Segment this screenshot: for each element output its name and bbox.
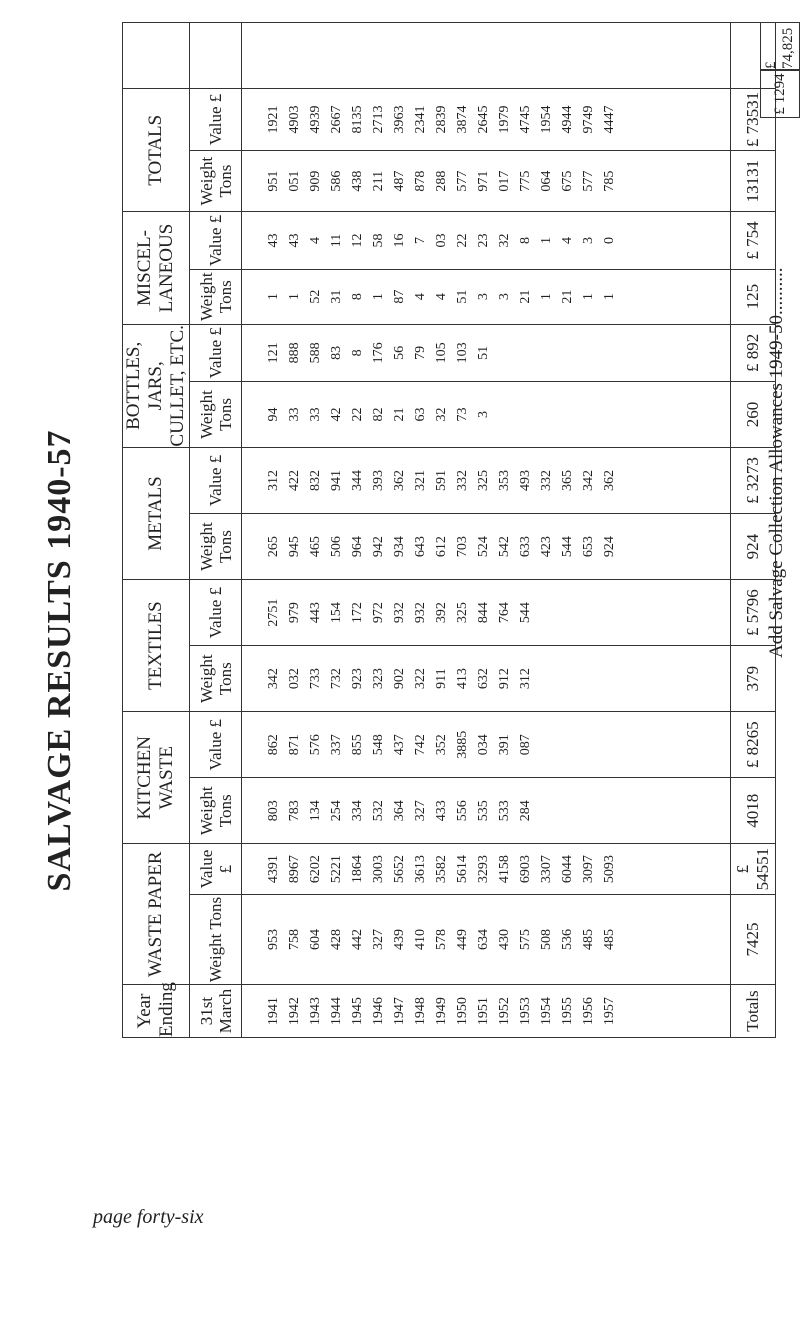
table-cell: 51: [476, 345, 491, 360]
table-cell: 23: [476, 233, 491, 248]
table-cell: 3582: [434, 855, 449, 884]
spacer-cell: [123, 23, 190, 89]
table-cell: 21: [560, 289, 575, 304]
table-cell: 8967: [287, 855, 302, 884]
table-cell: 52: [308, 289, 323, 304]
table-cell: 391: [497, 734, 512, 756]
table-cell: 575: [518, 929, 533, 951]
total-metals-value: £ 3273: [731, 447, 776, 513]
table-cell: 3003: [371, 855, 386, 884]
table-cell: 871: [287, 734, 302, 756]
table-cell: 911: [434, 668, 449, 689]
table-cell: 544: [518, 602, 533, 624]
table-cell: 94: [266, 407, 281, 422]
table-cell: 172: [350, 602, 365, 624]
table-cell: 586: [329, 170, 344, 192]
table-cell: 643: [413, 536, 428, 558]
total-textiles-weight: 379: [731, 646, 776, 712]
column-years: [249, 985, 723, 1037]
table-cell: 1941: [266, 997, 281, 1026]
table-cell: 325: [455, 602, 470, 624]
table-cell: 1949: [434, 997, 449, 1026]
table-cell: 344: [350, 470, 365, 492]
table-cell: 21: [392, 407, 407, 422]
table-cell: 932: [392, 602, 407, 624]
table-cell: 83: [329, 345, 344, 360]
table-cell: 321: [413, 470, 428, 492]
table-cell: 8: [350, 349, 365, 357]
column-paper-weight: [249, 895, 723, 984]
table-cell: 2713: [371, 105, 386, 134]
grand-total: £ 74,825: [760, 22, 800, 70]
table-cell: 176: [371, 342, 386, 364]
table-cell: 506: [329, 536, 344, 558]
table-cell: 364: [392, 800, 407, 822]
table-cell: 953: [266, 929, 281, 951]
group-header-bottles: BOTTLES, JARS, CULLET, ETC.: [123, 325, 188, 447]
table-cell: 832: [308, 470, 323, 492]
table-cell: 1864: [350, 855, 365, 884]
table-cell: 21: [518, 289, 533, 304]
table-cell: 8135: [350, 105, 365, 134]
page-title: SALVAGE RESULTS 1940-57: [41, 429, 78, 892]
totals-label: Totals: [731, 985, 776, 1038]
table-cell: 392: [434, 602, 449, 624]
table-cell: 577: [455, 170, 470, 192]
group-header-metals: METALS: [123, 447, 190, 579]
column-totals-value: [249, 89, 723, 150]
table-cell: 327: [371, 929, 386, 951]
subheader-weight: Weight Tons: [190, 514, 242, 580]
group-header-kitchen-waste: KITCHEN WASTE: [123, 712, 190, 844]
table-cell: 362: [602, 470, 617, 492]
table-cell: 964: [350, 536, 365, 558]
table-cell: 032: [287, 668, 302, 690]
table-cell: 1921: [266, 105, 281, 134]
table-cell: 16: [392, 233, 407, 248]
table-cell: 3: [476, 293, 491, 301]
table-cell: 3307: [539, 855, 554, 884]
total-misc-value: £ 754: [731, 212, 776, 269]
table-cell: 1952: [497, 997, 512, 1026]
table-cell: 3: [581, 237, 596, 245]
table-cell: 433: [434, 800, 449, 822]
table-cell: 325: [476, 470, 491, 492]
table-cell: 1: [371, 293, 386, 301]
total-totals-weight: 13131: [731, 150, 776, 212]
table-cell: 578: [434, 929, 449, 951]
column-misc-weight: [249, 270, 723, 324]
table-cell: 548: [371, 734, 386, 756]
table-cell: 972: [371, 602, 386, 624]
table-cell: 5093: [602, 855, 617, 884]
table-cell: 211: [371, 170, 386, 192]
table-cell: 3885: [455, 730, 470, 759]
table-cell: 034: [476, 734, 491, 756]
table-cell: 423: [539, 536, 554, 558]
table-cell: 428: [329, 929, 344, 951]
table-cell: 051: [287, 170, 302, 192]
table-cell: 3: [497, 293, 512, 301]
subheader-weight: Weight Tons: [190, 646, 242, 712]
total-bottles-weight: 260: [731, 381, 776, 447]
table-cell: 334: [350, 800, 365, 822]
table-cell: 742: [413, 734, 428, 756]
table-cell: 5652: [392, 855, 407, 884]
table-cell: 064: [539, 170, 554, 192]
column-textiles-weight: [249, 646, 723, 711]
table-cell: 1953: [518, 997, 533, 1026]
group-header-miscellaneous: MISCEL-LANEOUS: [123, 212, 190, 324]
table-cell: 4745: [518, 105, 533, 134]
column-totals-weight: [249, 151, 723, 212]
table-cell: 284: [518, 800, 533, 822]
table-cell: 4: [560, 237, 575, 245]
table-cell: 2667: [329, 105, 344, 134]
subheader-weight: Weight Tons: [190, 778, 242, 844]
table-cell: 485: [581, 929, 596, 951]
table-cell: 0: [602, 237, 617, 245]
table-cell: 542: [497, 536, 512, 558]
table-cell: 438: [350, 170, 365, 192]
table-cell: 32: [497, 233, 512, 248]
table-cell: 1: [539, 237, 554, 245]
table-cell: 5614: [455, 855, 470, 884]
table-cell: 764: [497, 602, 512, 624]
group-header-totals: TOTALS: [123, 89, 190, 212]
group-header-year: Year Ending: [123, 985, 190, 1038]
table-cell: 487: [392, 170, 407, 192]
table-cell: 442: [350, 929, 365, 951]
table-cell: 1956: [581, 997, 596, 1026]
table-cell: 312: [266, 470, 281, 492]
table-cell: 971: [476, 170, 491, 192]
table-cell: 803: [266, 800, 281, 822]
table-cell: 4944: [560, 105, 575, 134]
table-cell: 6202: [308, 855, 323, 884]
total-totals-value: £ 73531: [731, 89, 776, 151]
table-cell: 934: [392, 536, 407, 558]
table-cell: 979: [287, 602, 302, 624]
total-textiles-value: £ 5796: [731, 580, 776, 646]
table-cell: 1948: [413, 997, 428, 1026]
table-cell: 58: [371, 233, 386, 248]
subheader-value: Value £: [190, 580, 242, 646]
table-cell: 902: [392, 668, 407, 690]
table-cell: 1942: [287, 997, 302, 1026]
table-cell: 544: [560, 536, 575, 558]
table-cell: 12: [350, 233, 365, 248]
table-cell: 878: [413, 170, 428, 192]
table-cell: 332: [455, 470, 470, 492]
table-cell: 1979: [497, 105, 512, 134]
table-cell: 465: [308, 536, 323, 558]
subheader-31st-march: 31st March: [190, 985, 242, 1038]
table-cell: 365: [560, 470, 575, 492]
table-cell: 4903: [287, 105, 302, 134]
table-cell: 087: [518, 734, 533, 756]
table-cell: 327: [413, 800, 428, 822]
table-cell: 1: [539, 293, 554, 301]
table-cell: 2751: [266, 598, 281, 627]
table-cell: 1945: [350, 997, 365, 1026]
table-cell: 3613: [413, 855, 428, 884]
table-cell: 5221: [329, 855, 344, 884]
table-cell: 265: [266, 536, 281, 558]
table-cell: 612: [434, 536, 449, 558]
table-cell: 1: [287, 293, 302, 301]
table-cell: 4447: [602, 105, 617, 134]
table-cell: 323: [371, 668, 386, 690]
table-cell: 393: [371, 470, 386, 492]
table-cell: 439: [392, 929, 407, 951]
table-cell: 3963: [392, 105, 407, 134]
table-cell: 923: [350, 668, 365, 690]
table-cell: 577: [581, 170, 596, 192]
table-cell: 1947: [392, 997, 407, 1026]
table-cell: 8: [518, 237, 533, 245]
table-cell: 121: [266, 342, 281, 364]
table-cell: 1: [266, 293, 281, 301]
table-cell: 43: [287, 233, 302, 248]
table-cell: 493: [518, 470, 533, 492]
table-cell: 312: [518, 668, 533, 690]
subheader-weight: Weight Tons: [190, 894, 242, 984]
table-cell: 924: [602, 536, 617, 558]
table-cell: 79: [413, 345, 428, 360]
column-textiles-value: [249, 580, 723, 645]
table-cell: 3293: [476, 855, 491, 884]
total-paper-value: £ 54551: [731, 844, 776, 895]
table-cell: 4939: [308, 105, 323, 134]
table-cell: 11: [329, 233, 344, 248]
allowances-label: Add Salvage Collection Allowances 1949-50..........: [766, 267, 787, 658]
table-cell: 844: [476, 602, 491, 624]
table-cell: 2341: [413, 105, 428, 134]
table-cell: 1946: [371, 997, 386, 1026]
subheader-weight: Weight Tons: [190, 150, 242, 212]
table-cell: 951: [266, 170, 281, 192]
table-cell: 785: [602, 170, 617, 192]
table-cell: 703: [455, 536, 470, 558]
table-cell: 82: [371, 407, 386, 422]
total-paper-weight: 7425: [731, 894, 776, 984]
column-kitchen-weight: [249, 778, 723, 843]
table-cell: 9749: [581, 105, 596, 134]
subheader-value: Value £: [190, 89, 242, 151]
table-cell: 855: [350, 734, 365, 756]
table-cell: 353: [497, 470, 512, 492]
table-cell: 154: [329, 602, 344, 624]
table-cell: 945: [287, 536, 302, 558]
subheader-value: Value £: [190, 447, 242, 513]
column-paper-value: [249, 844, 723, 894]
table-cell: 4391: [266, 855, 281, 884]
table-cell: 288: [434, 170, 449, 192]
table-cell: 352: [434, 734, 449, 756]
table-cell: 1950: [455, 997, 470, 1026]
salvage-table: [122, 22, 776, 1038]
table-cell: 1: [581, 293, 596, 301]
group-header-waste-paper: WASTE PAPER: [123, 844, 190, 985]
table-cell: 22: [455, 233, 470, 248]
table-cell: 912: [497, 668, 512, 690]
table-cell: 942: [371, 536, 386, 558]
table-cell: 508: [539, 929, 554, 951]
table-cell: 485: [602, 929, 617, 951]
table-cell: 634: [476, 929, 491, 951]
table-cell: 932: [413, 602, 428, 624]
table-cell: 43: [266, 233, 281, 248]
table-cell: 4: [308, 237, 323, 245]
subheader-value: Value £: [190, 324, 242, 381]
table-cell: 63: [413, 407, 428, 422]
total-misc-weight: 125: [731, 269, 776, 324]
table-cell: 7: [413, 237, 428, 245]
subheader-weight: Weight Tons: [190, 269, 242, 324]
table-cell: 337: [329, 734, 344, 756]
table-cell: 576: [308, 734, 323, 756]
table-cell: 51: [455, 289, 470, 304]
table-cell: 533: [497, 800, 512, 822]
column-bottles-weight: [249, 382, 723, 447]
table-cell: 4: [434, 293, 449, 301]
table-cell: 4: [413, 293, 428, 301]
table-cell: 33: [308, 407, 323, 422]
table-cell: 254: [329, 800, 344, 822]
table-cell: 134: [308, 800, 323, 822]
spacer-cell: [242, 23, 731, 89]
table-cell: 6044: [560, 855, 575, 884]
table-cell: 2645: [476, 105, 491, 134]
table-cell: 675: [560, 170, 575, 192]
table-cell: 556: [455, 800, 470, 822]
table-cell: 73: [455, 407, 470, 422]
allowances-section: [760, 22, 800, 1038]
table-cell: 342: [581, 470, 596, 492]
table-cell: 410: [413, 929, 428, 951]
table-cell: 449: [455, 929, 470, 951]
table-cell: 588: [308, 342, 323, 364]
table-cell: 604: [308, 929, 323, 951]
table-cell: 758: [287, 929, 302, 951]
table-cell: 775: [518, 170, 533, 192]
table-cell: 536: [560, 929, 575, 951]
table-cell: 2839: [434, 105, 449, 134]
table-cell: 22: [350, 407, 365, 422]
total-kitchen-weight: 4018: [731, 778, 776, 844]
subheader-value: Value £: [190, 712, 242, 778]
table-cell: 31: [329, 289, 344, 304]
table-cell: 6903: [518, 855, 533, 884]
table-cell: 1955: [560, 997, 575, 1026]
spacer-cell: [190, 23, 242, 89]
total-metals-weight: 924: [731, 514, 776, 580]
table-cell: 783: [287, 800, 302, 822]
table-cell: 342: [266, 668, 281, 690]
table-cell: 362: [392, 470, 407, 492]
allowances-amount: £ 1294: [760, 70, 800, 118]
table-cell: 87: [392, 289, 407, 304]
table-cell: 42: [329, 407, 344, 422]
table-cell: 332: [539, 470, 554, 492]
table-cell: 732: [329, 668, 344, 690]
table-cell: 862: [266, 734, 281, 756]
table-cell: 888: [287, 342, 302, 364]
table-cell: 413: [455, 668, 470, 690]
table-cell: 3874: [455, 105, 470, 134]
table-cell: 322: [413, 668, 428, 690]
table-cell: 017: [497, 170, 512, 192]
table-cell: 591: [434, 470, 449, 492]
total-bottles-value: £ 892: [731, 324, 776, 381]
table-cell: 4158: [497, 855, 512, 884]
table-cell: 1954: [539, 997, 554, 1026]
table-cell: 32: [434, 407, 449, 422]
table-cell: 909: [308, 170, 323, 192]
table-cell: 105: [434, 342, 449, 364]
table-cell: 437: [392, 734, 407, 756]
column-kitchen-value: [249, 712, 723, 777]
table-cell: 532: [371, 800, 386, 822]
table-cell: 33: [287, 407, 302, 422]
group-header-textiles: TEXTILES: [123, 580, 190, 712]
table-cell: 03: [434, 233, 449, 248]
table-cell: 1954: [539, 105, 554, 134]
column-bottles-value: [249, 325, 723, 381]
subheader-value: Value £: [190, 212, 242, 269]
table-cell: 1: [602, 293, 617, 301]
page-number-label: page forty-six: [93, 1206, 204, 1228]
table-cell: 941: [329, 470, 344, 492]
table-cell: 1944: [329, 997, 344, 1026]
table-cell: 56: [392, 345, 407, 360]
table-cell: 1943: [308, 997, 323, 1026]
table-cell: 8: [350, 293, 365, 301]
column-misc-value: [249, 212, 723, 268]
subheader-weight: Weight Tons: [190, 381, 242, 447]
table-cell: 3097: [581, 855, 596, 884]
total-kitchen-value: £ 8265: [731, 712, 776, 778]
table-cell: 422: [287, 470, 302, 492]
table-cell: 103: [455, 342, 470, 364]
table-cell: 1951: [476, 997, 491, 1026]
column-metals-value: [249, 448, 723, 513]
table-cell: 1957: [602, 997, 617, 1026]
table-cell: 633: [518, 536, 533, 558]
table-cell: 3: [476, 410, 491, 418]
table-cell: 524: [476, 536, 491, 558]
table-cell: 443: [308, 602, 323, 624]
table-cell: 632: [476, 668, 491, 690]
column-metals-weight: [249, 514, 723, 579]
table-cell: 733: [308, 668, 323, 690]
subheader-value: Value £: [190, 844, 242, 895]
table-cell: 653: [581, 536, 596, 558]
table-cell: 430: [497, 929, 512, 951]
table-cell: 535: [476, 800, 491, 822]
